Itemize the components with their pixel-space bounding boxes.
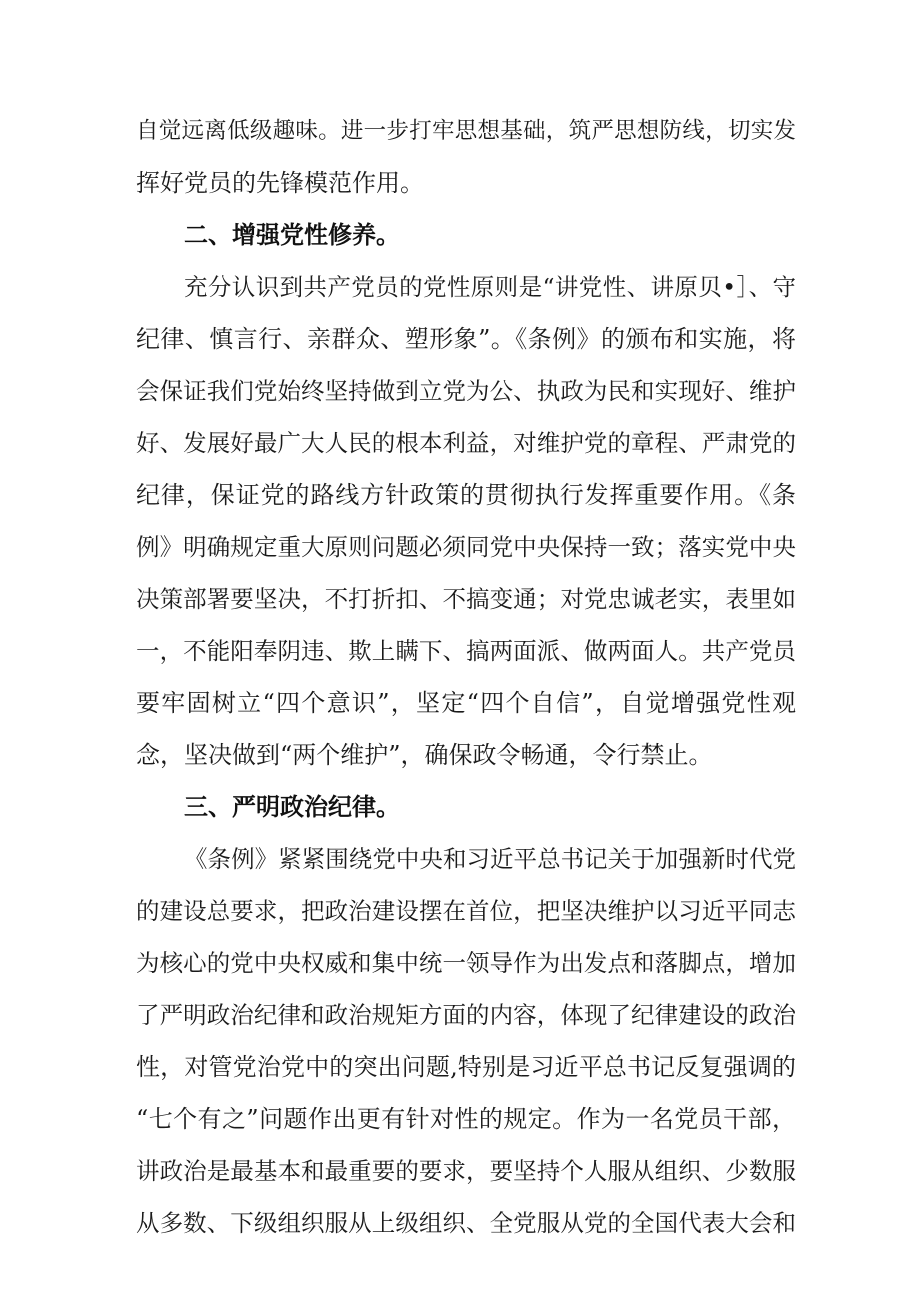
paragraph-line: 性，对管党治党中的突出问题,特别是习近平总书记反复强调的 — [136, 1053, 796, 1081]
paragraph-line: 的建设总要求，把政治建设摆在首位，把坚决维护以习近平同志 — [136, 897, 796, 925]
paragraph-line: 一，不能阳奉阴违、欺上瞒下、搞两面派、做两面人。共产党员 — [136, 637, 796, 665]
paragraph-line: 讲政治是最基本和最重要的要求，要坚持个人服从组织、少数服 — [136, 1157, 796, 1185]
paragraph-line: 例》明确规定重大原则问题必须同党中央保持一致；落实党中央 — [136, 533, 796, 561]
paragraph-line: 从多数、下级组织服从上级组织、全党服从党的全国代表大会和 — [136, 1209, 796, 1237]
paragraph-line: 《条例》紧紧围绕党中央和习近平总书记关于加强新时代党 — [184, 845, 796, 873]
paragraph-line: 充分认识到共产党员的党性原则是“讲党性、讲原贝•］、守 — [184, 273, 796, 301]
paragraph-line: 了严明政治纪律和政治规矩方面的内容，体现了纪律建设的政治 — [136, 1001, 796, 1029]
paragraph-line: 自觉远离低级趣味。进一步打牢思想基础，筑严思想防线，切实发 — [136, 118, 796, 144]
section-heading-3: 三、严明政治纪律。 — [184, 793, 400, 821]
paragraph-line: 为核心的党中央权威和集中统一领导作为出发点和落脚点，增加 — [136, 949, 796, 977]
paragraph-line: 挥好党员的先锋模范作用。 — [136, 169, 424, 197]
paragraph-line: 要牢固树立“四个意识”，坚定“四个自信”，自觉增强党性观 — [136, 689, 796, 717]
section-heading-2: 二、增强党性修养。 — [184, 221, 400, 249]
paragraph-line: 好、发展好最广大人民的根本利益，对维护党的章程、严肃党的 — [136, 429, 796, 457]
document-body — [136, 105, 796, 1249]
paragraph-line: 纪律，保证党的路线方针政策的贯彻执行发挥重要作用。《条 — [136, 481, 796, 509]
paragraph-line: 纪律、慎言行、亲群众、塑形象”。《条例》的颁布和实施，将 — [136, 325, 796, 353]
paragraph-line: “七个有之”问题作出更有针对性的规定。作为一名党员干部， — [136, 1105, 796, 1133]
paragraph-line: 会保证我们党始终坚持做到立党为公、执政为民和实现好、维护 — [136, 377, 796, 405]
paragraph-line: 念，坚决做到“两个维护”，确保政令畅通，令行禁止。 — [136, 741, 713, 769]
paragraph-line: 决策部署要坚决，不打折扣、不搞变通；对党忠诚老实，表里如 — [136, 585, 796, 613]
